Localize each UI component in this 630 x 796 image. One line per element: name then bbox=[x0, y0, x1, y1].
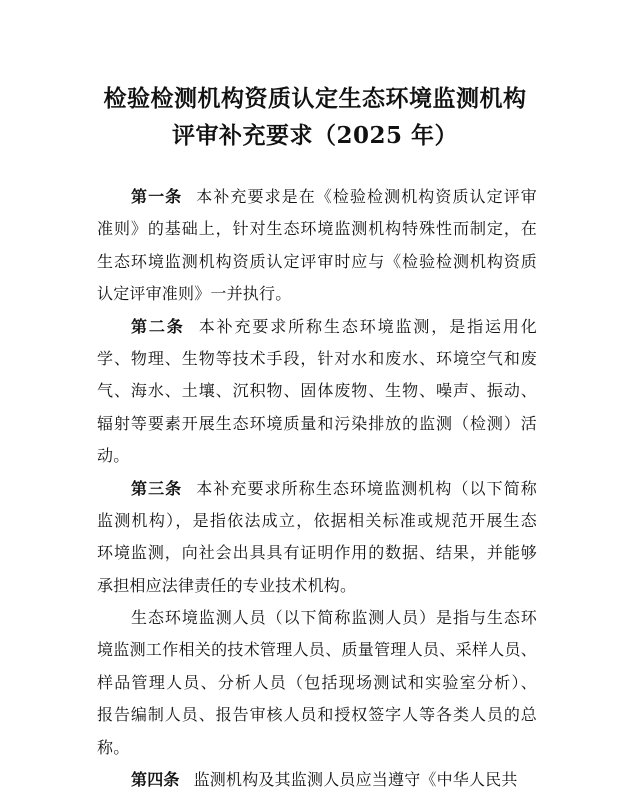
paragraph-line: 报告编制人员、报告审核人员和授权签字人等各类人员的总 bbox=[97, 705, 537, 725]
article-label: 第四条 bbox=[131, 770, 180, 790]
article-3 bbox=[97, 473, 537, 603]
paragraph-line: 准则》的基础上，针对生态环境监测机构特殊性而制定，在 bbox=[97, 219, 537, 239]
paragraph-line: 生态环境监测机构资质认定评审时应与《检验检测机构资质 bbox=[97, 251, 537, 271]
article-1 bbox=[97, 181, 537, 311]
document-body bbox=[97, 181, 537, 796]
paragraph-line: 第二条 本补充要求所称生态环境监测，是指运用化 bbox=[131, 316, 537, 336]
paragraph-line: 气、海水、土壤、沉积物、固体废物、生物、噪声、振动、 bbox=[97, 381, 537, 401]
paragraph-line: 环境监测，向社会出具具有证明作用的数据、结果，并能够 bbox=[97, 543, 537, 563]
article-4 bbox=[97, 764, 537, 796]
paragraph-line: 生态环境监测人员（以下简称监测人员）是指与生态环 bbox=[131, 608, 537, 628]
article-label: 第三条 bbox=[131, 478, 183, 498]
article-2 bbox=[97, 311, 537, 473]
article-3-paragraph-2 bbox=[97, 602, 537, 764]
paragraph-line: 境监测工作相关的技术管理人员、质量管理人员、采样人员、 bbox=[97, 640, 537, 660]
paragraph-line: 称。 bbox=[97, 737, 130, 757]
paragraph-line: 认定评审准则》一并执行。 bbox=[97, 284, 292, 304]
article-label: 第二条 bbox=[131, 316, 185, 336]
paragraph-line: 样品管理人员、分析人员（包括现场测试和实验室分析）、 bbox=[97, 672, 537, 692]
paragraph-line: 学、物理、生物等技术手段，针对水和废水、环境空气和废 bbox=[97, 348, 537, 368]
paragraph-line: 辐射等要素开展生态环境质量和污染排放的监测（检测）活 bbox=[97, 413, 537, 433]
paragraph-line: 第三条 本补充要求所称生态环境监测机构（以下简称 bbox=[131, 478, 537, 498]
paragraph-line: 动。 bbox=[97, 446, 130, 466]
article-label: 第一条 bbox=[131, 187, 183, 206]
document-title-line-1: 检验检测机构资质认定生态环境监测机构 bbox=[103, 85, 527, 112]
document-title-line-2: 评审补充要求（2025 年） bbox=[171, 122, 459, 149]
paragraph-line: 第一条 本补充要求是在《检验检测机构资质认定评审 bbox=[131, 187, 537, 206]
paragraph-line: 第四条 监测机构及其监测人员应当遵守《中华人民共 bbox=[131, 770, 518, 790]
paragraph-line: 监测机构），是指依法成立，依据相关标准或规范开展生态 bbox=[97, 510, 537, 530]
paragraph-line: 承担相应法律责任的专业技术机构。 bbox=[97, 575, 357, 595]
